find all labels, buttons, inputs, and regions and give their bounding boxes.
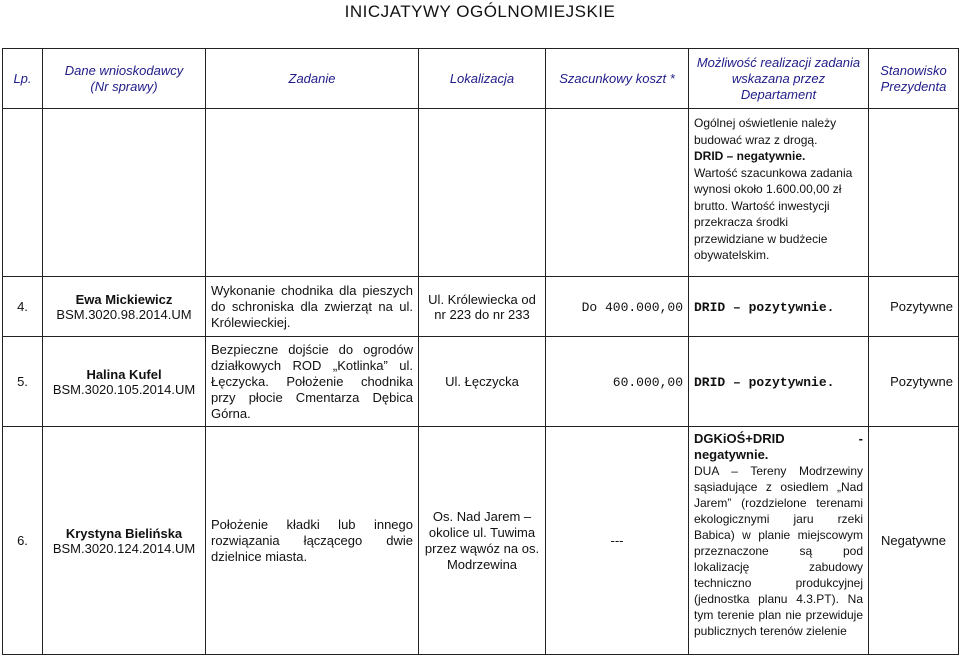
row-task: Położenie kładki lub innego rozwiązania łączącego dwie dzielnice miasta. bbox=[206, 427, 419, 655]
row-position: Pozytywne bbox=[869, 337, 959, 427]
row-cost: 60.000,00 bbox=[546, 337, 689, 427]
header-task: Zadanie bbox=[206, 49, 419, 109]
header-cost: Szacunkowy koszt * bbox=[546, 49, 689, 109]
row-location: Ul. Łęczycka bbox=[419, 337, 546, 427]
table-row bbox=[3, 277, 959, 337]
initiatives-table bbox=[2, 48, 959, 655]
page-title: INICJATYWY OGÓLNOMIEJSKIE bbox=[344, 2, 616, 21]
header-position: Stanowisko Prezydenta bbox=[869, 49, 959, 109]
header-lp: Lp. bbox=[3, 49, 43, 109]
header-location: Lokalizacja bbox=[419, 49, 546, 109]
table-header-row bbox=[3, 49, 959, 109]
row-location: Ul. Królewiecka od nr 223 do nr 233 bbox=[419, 277, 546, 337]
row-lp: 5. bbox=[3, 337, 43, 427]
row-feasibility: DGKiOŚ+DRID - negatywnie. DUA – Tereny Modrzewiny sąsiadujące z osiedlem „Nad Jarem” (rozdzielone terenami ekologicznymi jaru rzeki Babica) w planie miejscowym przeznaczone są pod lokalizację zabudowy techniczno produkcyjnej (jednostka planu 4.3.PT). Na tym terenie plan nie przewiduje publicznych terenów zielenie bbox=[689, 427, 869, 655]
row-applicant: Halina Kufel BSM.3020.105.2014.UM bbox=[43, 337, 206, 427]
row-applicant: Krystyna Bielińska BSM.3020.124.2014.UM bbox=[43, 427, 206, 655]
row-lp: 6. bbox=[3, 427, 43, 655]
row-position: Pozytywne bbox=[869, 277, 959, 337]
row-position: Negatywne bbox=[869, 427, 959, 655]
row-cost: Do 400.000,00 bbox=[546, 277, 689, 337]
row-task: Wykonanie chodnika dla pieszych do schroniska dla zwierząt na ul. Królewieckiej. bbox=[206, 277, 419, 337]
header-feasibility: Możliwość realizacji zadania wskazana przez Departament bbox=[689, 49, 869, 109]
table-row-continuation bbox=[3, 109, 959, 277]
table-row bbox=[3, 337, 959, 427]
row-cost: --- bbox=[546, 427, 689, 655]
row-applicant: Ewa Mickiewicz BSM.3020.98.2014.UM bbox=[43, 277, 206, 337]
header-applicant: Dane wnioskodawcy (Nr sprawy) bbox=[43, 49, 206, 109]
continuation-feasibility: Ogólnej oświetlenie należy budować wraz z drogą. DRID – negatywnie. Wartość szacunkowa zadania wynosi około 1.600.00,00 zł brutto. Wartość inwestycji przekracza środki przewidziane w budżecie obywatelskim. bbox=[689, 109, 869, 277]
row-task: Bezpieczne dojście do ogrodów działkowych ROD „Kotlinka” ul. Łęczycka. Położenie chodnika przy płocie Cmentarza Dębica Górna. bbox=[206, 337, 419, 427]
row-feasibility: DRID – pozytywnie. bbox=[689, 337, 869, 427]
table-row bbox=[3, 427, 959, 655]
row-location: Os. Nad Jarem – okolice ul. Tuwima przez wąwóz na os. Modrzewina bbox=[419, 427, 546, 655]
row-feasibility: DRID – pozytywnie. bbox=[689, 277, 869, 337]
row-lp: 4. bbox=[3, 277, 43, 337]
